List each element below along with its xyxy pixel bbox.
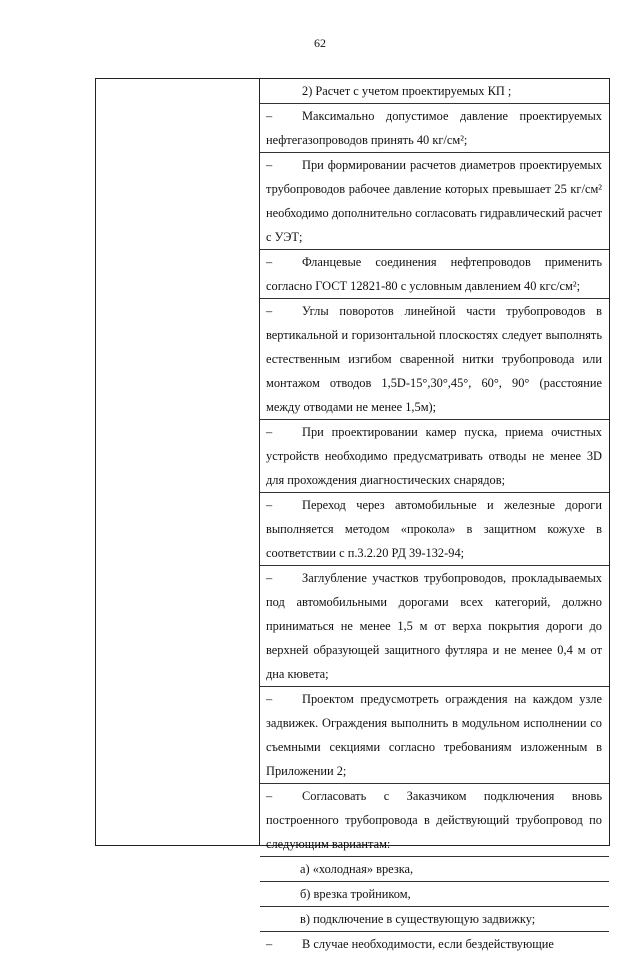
dash-marker: – [266, 498, 273, 512]
item-text: б) врезка тройником, [300, 887, 411, 901]
dash-marker: – [266, 158, 273, 172]
item-text: В случае необходимости, если бездействующие [302, 937, 554, 951]
list-item [260, 299, 609, 420]
table-right-column [260, 79, 609, 951]
list-item [260, 104, 609, 153]
item-text: Фланцевые соединения нефтепроводов применить согласно ГОСТ 12821-80 с условным давлением 40 кгс/см²; [266, 255, 602, 293]
requirements-table [95, 78, 610, 951]
list-variant [260, 907, 609, 932]
item-text: Согласовать с Заказчиком подключения вновь построенного трубопровода в действующий трубопровод по следующим вариантам: [266, 789, 602, 851]
dash-marker: – [266, 937, 273, 951]
page-number: 62 [314, 36, 326, 50]
item-text: в) подключение в существующую задвижку; [300, 912, 536, 926]
list-item [260, 932, 609, 956]
dash-marker: – [266, 789, 273, 803]
dash-marker: – [266, 692, 273, 706]
item-text: Проектом предусмотреть ограждения на каждом узле задвижек. Ограждения выполнить в модульном исполнении со съемными секциями согласно требованиям изложенным в Приложении 2; [266, 692, 602, 778]
list-item [260, 687, 609, 784]
list-variant [260, 882, 609, 907]
item-text: При проектировании камер пуска, приема очистных устройств необходимо предусматривать отводы не менее 3D для прохождения диагностических снарядов; [266, 425, 602, 487]
table-left-column [96, 79, 260, 845]
section-heading [260, 79, 609, 104]
dash-marker: – [266, 425, 273, 439]
list-item [260, 493, 609, 566]
dash-marker: – [266, 255, 273, 269]
item-text: Углы поворотов линейной части трубопроводов в вертикальной и горизонтальной плоскостях следует выполнять естественным изгибом сваренной нитки трубопровода или монтажом отводов 1,5D-15°,30°,45°, 60°, 90° (расстояние между отводами не менее 1,5м); [266, 304, 602, 414]
list-variant [260, 857, 609, 882]
dash-marker: – [266, 109, 273, 123]
item-text: а) «холодная» врезка, [300, 862, 414, 876]
list-item [260, 250, 609, 299]
item-text: 2) Расчет с учетом проектируемых КП ; [302, 84, 512, 98]
item-text: Заглубление участков трубопроводов, прокладываемых под автомобильными дорогами всех категорий, должно приниматься не менее 1,5 м от верха покрытия дороги до верхней образующей защитного футляра и не менее 0,4 м от дна кювета; [266, 571, 602, 681]
list-item [260, 566, 609, 687]
item-text: Переход через автомобильные и железные дороги выполняется методом «прокола» в защитном кожухе в соответствии с п.3.2.20 РД 39-132-94; [266, 498, 602, 560]
dash-marker: – [266, 571, 273, 585]
list-item [260, 784, 609, 857]
item-text: Максимально допустимое давление проектируемых нефтегазопроводов принять 40 кг/см²; [266, 109, 602, 147]
dash-marker: – [266, 304, 273, 318]
list-item [260, 153, 609, 250]
item-text: При формировании расчетов диаметров проектируемых трубопроводов рабочее давление которых превышает 25 кг/см² необходимо дополнительно согласовать гидравлический расчет с УЭТ; [266, 158, 602, 244]
list-item [260, 420, 609, 493]
